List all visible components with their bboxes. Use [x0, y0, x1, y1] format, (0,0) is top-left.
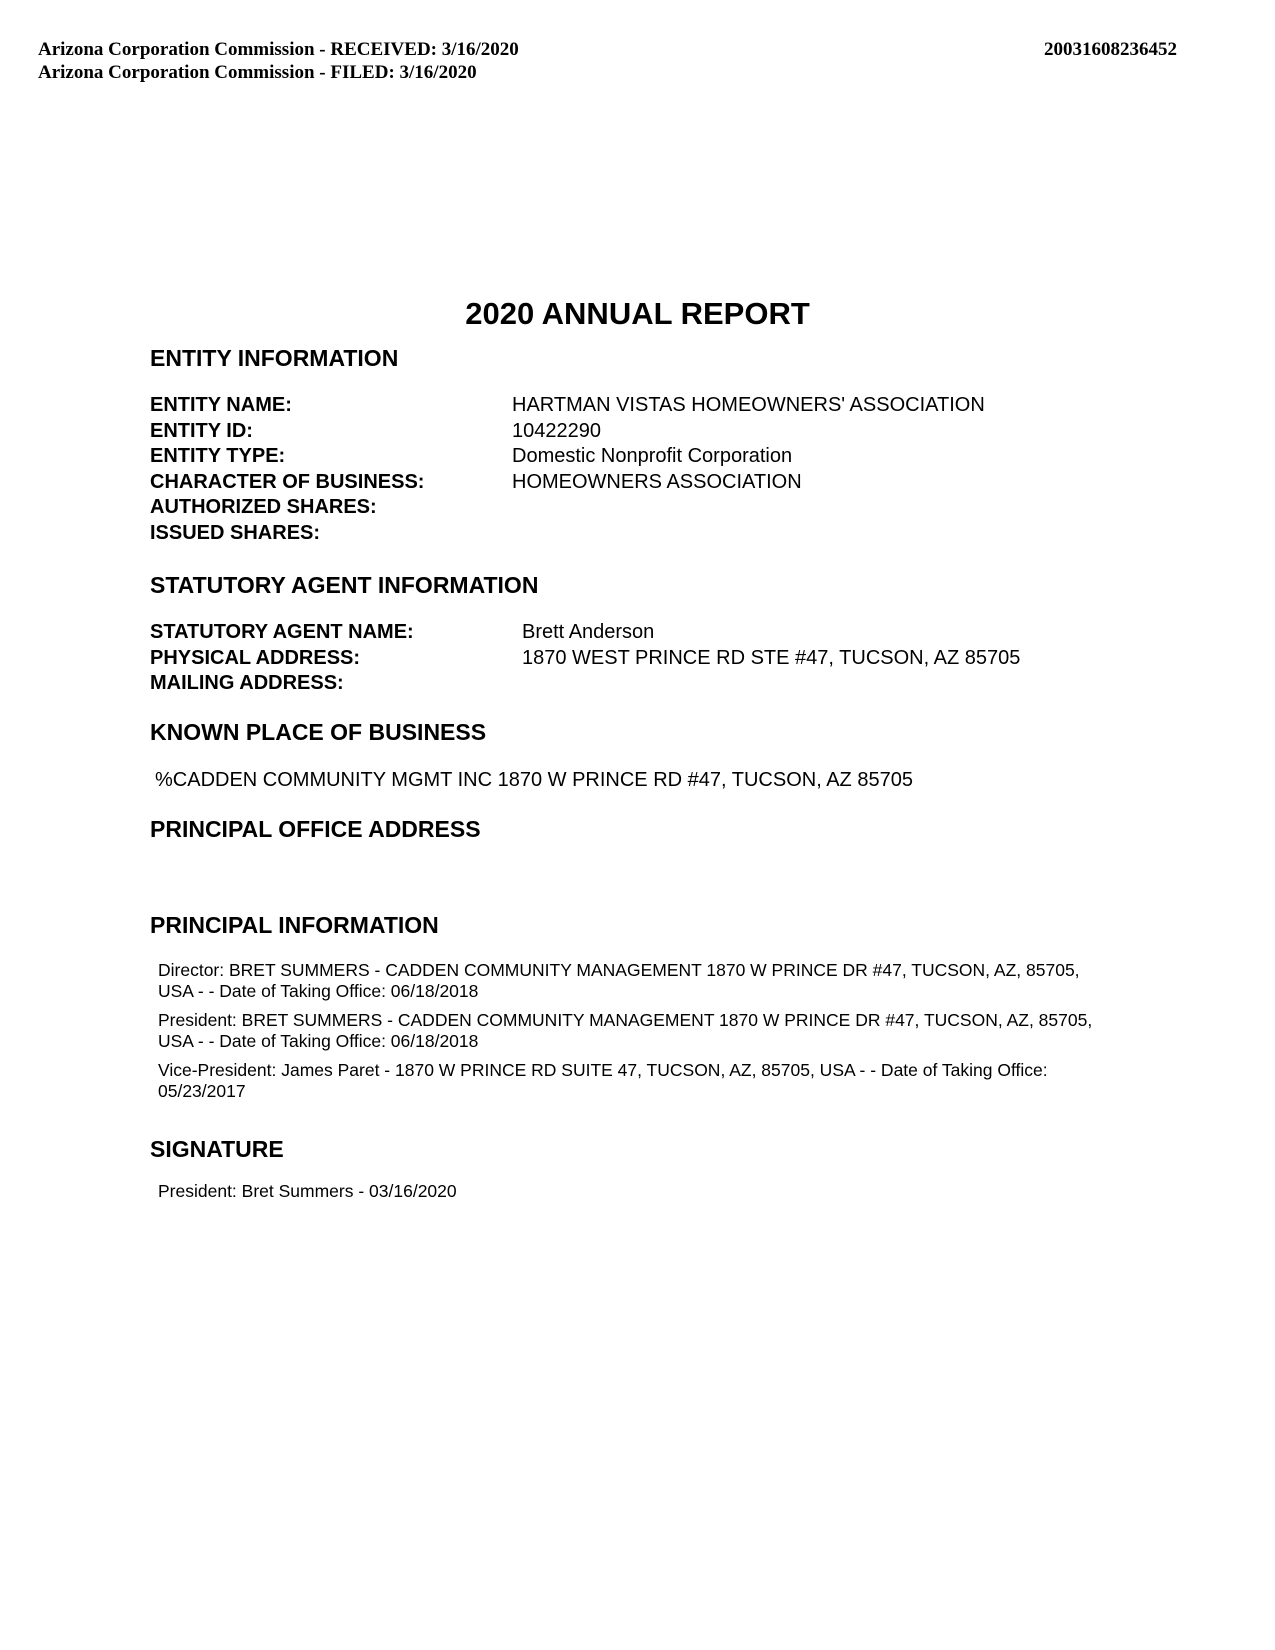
physical-address-value: 1870 WEST PRINCE RD STE #47, TUCSON, AZ 85705: [522, 646, 1021, 669]
issued-shares-label: ISSUED SHARES:: [150, 521, 321, 544]
entity-id-row: [150, 419, 985, 445]
authorized-shares-label: AUTHORIZED SHARES:: [150, 496, 377, 518]
character-of-business-value: HOMEOWNERS ASSOCIATION: [512, 470, 802, 493]
received-stamp: Arizona Corporation Commission - RECEIVED: 3/16/2020: [38, 39, 519, 60]
physical-address-row: [150, 646, 1020, 672]
known-place-of-business-heading: KNOWN PLACE OF BUSINESS: [150, 719, 487, 745]
agent-name-value: Brett Anderson: [522, 621, 655, 643]
agent-name-label: STATUTORY AGENT NAME:: [150, 621, 414, 643]
character-of-business-row: [150, 470, 985, 496]
entity-name-label: ENTITY NAME:: [150, 394, 292, 416]
filing-stamp: [38, 38, 519, 84]
principal-office-address-heading: PRINCIPAL OFFICE ADDRESS: [150, 816, 481, 842]
principal-list: [158, 960, 1118, 1110]
principal-vice-president: Vice-President: James Paret - 1870 W PRINCE RD SUITE 47, TUCSON, AZ, 85705, USA - - Date of Taking Office: 05/23/2017: [158, 1060, 1048, 1101]
signature-line: President: Bret Summers - 03/16/2020: [158, 1181, 457, 1201]
authorized-shares-row: [150, 495, 985, 521]
physical-address-label: PHYSICAL ADDRESS:: [150, 646, 361, 669]
entity-id-label: ENTITY ID:: [150, 419, 253, 442]
entity-name-value: HARTMAN VISTAS HOMEOWNERS' ASSOCIATION: [512, 394, 985, 416]
document-number: 20031608236452: [1044, 39, 1177, 60]
agent-name-row: [150, 620, 1020, 646]
entity-information-table: [150, 393, 985, 546]
entity-id-value: 10422290: [512, 419, 601, 442]
mailing-address-label: MAILING ADDRESS:: [150, 672, 344, 694]
mailing-address-row: [150, 671, 1020, 697]
entity-type-label: ENTITY TYPE:: [150, 445, 286, 467]
principal-information-heading: PRINCIPAL INFORMATION: [150, 912, 439, 938]
entity-type-value: Domestic Nonprofit Corporation: [512, 445, 793, 467]
page-title: 2020 ANNUAL REPORT: [465, 296, 810, 331]
issued-shares-row: [150, 521, 985, 547]
statutory-agent-table: [150, 620, 1020, 697]
entity-information-heading: ENTITY INFORMATION: [150, 345, 399, 371]
filed-stamp: Arizona Corporation Commission - FILED: 3/16/2020: [38, 62, 477, 83]
entity-name-row: [150, 393, 985, 419]
principal-director: Director: BRET SUMMERS - CADDEN COMMUNITY MANAGEMENT 1870 W PRINCE DR #47, TUCSON, AZ, 85705, USA - - Date of Taking Office: 06/18/2018: [158, 960, 1080, 1001]
character-of-business-label: CHARACTER OF BUSINESS:: [150, 470, 425, 493]
signature-heading: SIGNATURE: [150, 1136, 284, 1162]
known-place-of-business-address: %CADDEN COMMUNITY MGMT INC 1870 W PRINCE RD #47, TUCSON, AZ 85705: [155, 769, 913, 791]
entity-type-row: [150, 444, 985, 470]
statutory-agent-heading: STATUTORY AGENT INFORMATION: [150, 572, 539, 598]
principal-president: President: BRET SUMMERS - CADDEN COMMUNITY MANAGEMENT 1870 W PRINCE DR #47, TUCSON, AZ, 85705, USA - - Date of Taking Office: 06/18/2018: [158, 1010, 1093, 1051]
